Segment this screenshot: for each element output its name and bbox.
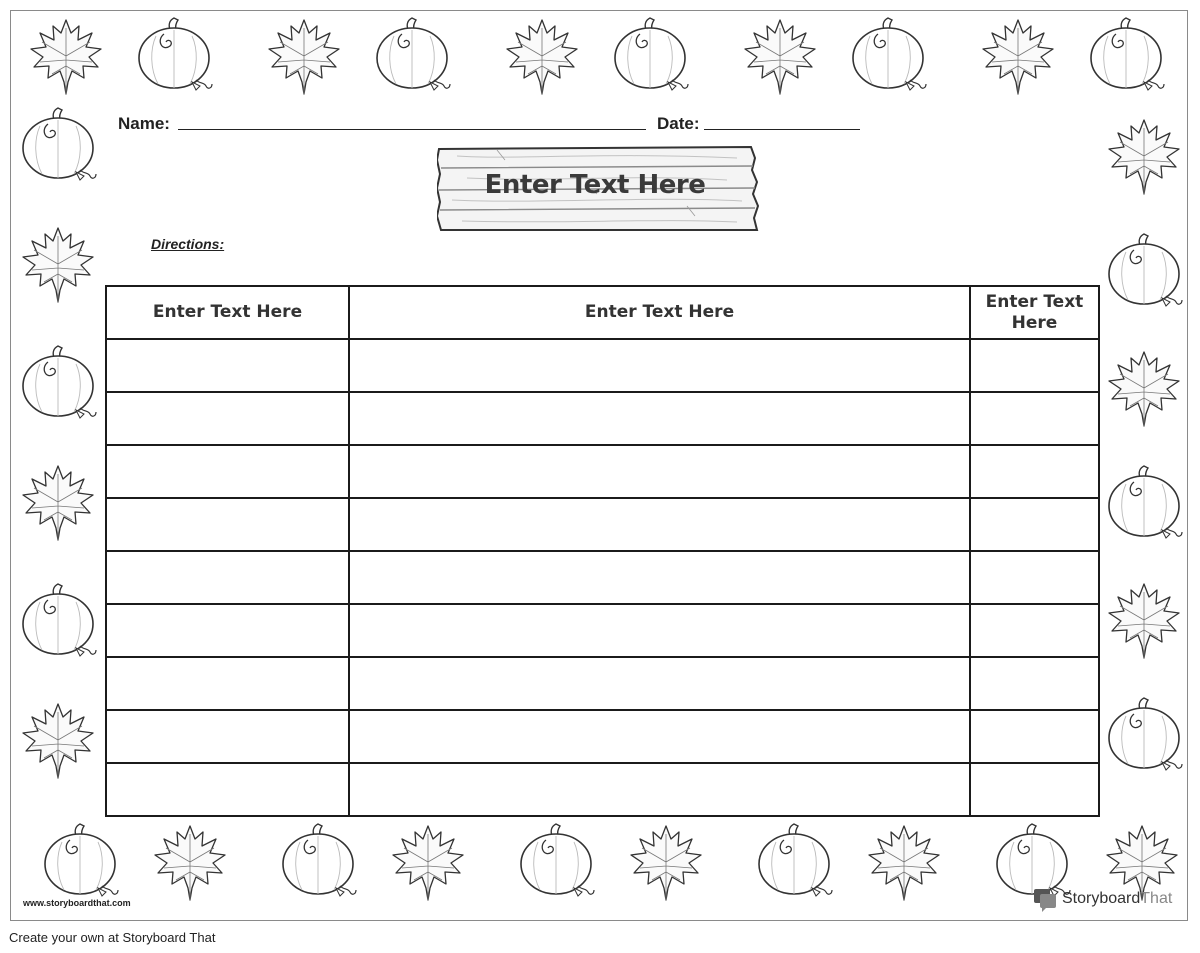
table-cell[interactable] [349, 339, 970, 392]
table-cell[interactable] [970, 392, 1099, 445]
maple-leaf-icon [1104, 348, 1184, 428]
table-cell[interactable] [106, 551, 349, 604]
column-header[interactable]: Enter Text Here [349, 286, 970, 339]
table-cell[interactable] [349, 551, 970, 604]
table-cell[interactable] [349, 445, 970, 498]
page-title[interactable]: Enter Text Here [484, 170, 706, 200]
table-row [106, 445, 1099, 498]
maple-leaf-icon [1104, 116, 1184, 196]
table-cell[interactable] [970, 498, 1099, 551]
table-row [106, 551, 1099, 604]
pumpkin-icon [18, 342, 98, 422]
table-cell[interactable] [106, 339, 349, 392]
maple-leaf-icon [1104, 580, 1184, 660]
column-header[interactable]: Enter Text Here [106, 286, 349, 339]
table-cell[interactable] [106, 392, 349, 445]
table-header-row [106, 286, 1099, 339]
table-row [106, 392, 1099, 445]
pumpkin-icon [278, 820, 358, 900]
table-cell[interactable] [970, 604, 1099, 657]
table-cell[interactable] [106, 498, 349, 551]
table-row [106, 710, 1099, 763]
maple-leaf-icon [864, 822, 944, 902]
pumpkin-icon [134, 14, 214, 94]
directions-label: Directions: [151, 236, 225, 252]
maple-leaf-icon [740, 16, 820, 96]
maple-leaf-icon [26, 16, 106, 96]
date-label: Date: [657, 114, 700, 133]
maple-leaf-icon [626, 822, 706, 902]
table-cell[interactable] [970, 339, 1099, 392]
pumpkin-icon [848, 14, 928, 94]
pumpkin-icon [754, 820, 834, 900]
table-cell[interactable] [970, 763, 1099, 816]
table-row [106, 657, 1099, 710]
table-cell[interactable] [970, 657, 1099, 710]
maple-leaf-icon [18, 224, 98, 304]
maple-leaf-icon [150, 822, 230, 902]
maple-leaf-icon [264, 16, 344, 96]
date-field[interactable] [704, 129, 860, 130]
pumpkin-icon [1104, 230, 1184, 310]
pumpkin-icon [610, 14, 690, 94]
pumpkin-icon [18, 104, 98, 184]
brand-logo [1032, 886, 1172, 912]
maple-leaf-icon [18, 700, 98, 780]
maple-leaf-icon [18, 462, 98, 542]
brand-name: Storyboard [1062, 890, 1141, 907]
name-label: Name: [118, 114, 170, 133]
table-cell[interactable] [106, 763, 349, 816]
table-cell[interactable] [106, 710, 349, 763]
pumpkin-icon [516, 820, 596, 900]
table-row [106, 763, 1099, 816]
table-cell[interactable] [349, 498, 970, 551]
table-cell[interactable] [970, 551, 1099, 604]
pumpkin-icon [40, 820, 120, 900]
table-cell[interactable] [106, 657, 349, 710]
table-cell[interactable] [970, 445, 1099, 498]
pumpkin-icon [372, 14, 452, 94]
pumpkin-icon [18, 580, 98, 660]
table-row [106, 498, 1099, 551]
table-cell[interactable] [349, 392, 970, 445]
table-cell[interactable] [349, 657, 970, 710]
column-header[interactable]: Enter Text Here [970, 286, 1099, 339]
maple-leaf-icon [502, 16, 582, 96]
name-field[interactable] [178, 129, 646, 130]
table-cell[interactable] [349, 710, 970, 763]
table-cell[interactable] [106, 445, 349, 498]
pumpkin-icon [1086, 14, 1166, 94]
table-cell[interactable] [349, 763, 970, 816]
pumpkin-icon [1104, 462, 1184, 542]
table-cell[interactable] [349, 604, 970, 657]
table-row [106, 339, 1099, 392]
worksheet-table [105, 285, 1100, 817]
footer-url: www.storyboardthat.com [23, 898, 131, 908]
table-cell[interactable] [970, 710, 1099, 763]
table-cell[interactable] [106, 604, 349, 657]
maple-leaf-icon [978, 16, 1058, 96]
brand-suffix: That [1140, 890, 1173, 907]
maple-leaf-icon [388, 822, 468, 902]
table-row [106, 604, 1099, 657]
pumpkin-icon [1104, 694, 1184, 774]
storyboard-logo-icon [1032, 886, 1058, 912]
credit-link[interactable]: Create your own at Storyboard That [9, 930, 216, 945]
